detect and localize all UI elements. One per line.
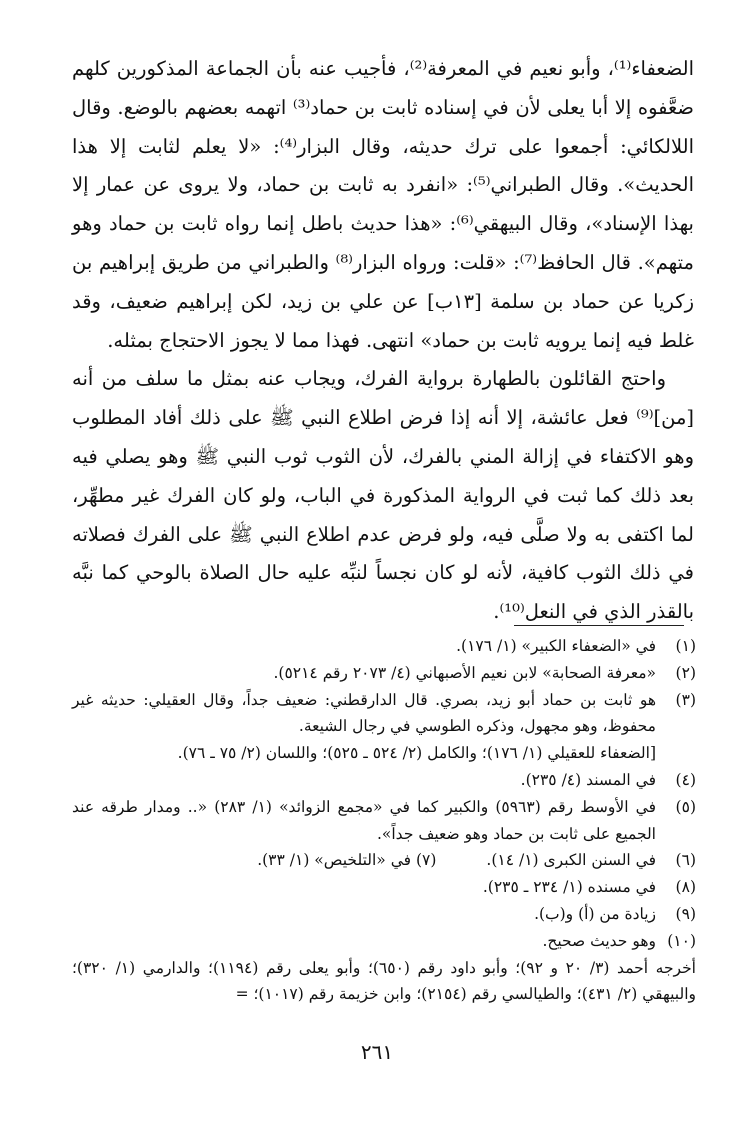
- footnote-text: هو ثابت بن حماد أبو زيد، بصري. قال الدارقطني: ضعيف جداً، وقال العقيلي: حديثه غير محفوظ، وهو مجهول، وذكره الطوسي في رجال الشيعة.: [72, 690, 656, 736]
- footnote-number: (١): [675, 637, 696, 655]
- footnote-number: (٦): [675, 851, 696, 870]
- footnote-9: [72, 901, 696, 928]
- footnote-4: [72, 767, 696, 794]
- footnote-number: (٨): [675, 878, 696, 897]
- footnotes: [72, 633, 696, 1008]
- footnote-number: (١٠): [667, 931, 696, 950]
- footnote-7-number: (٧): [415, 851, 437, 870]
- paragraph-1: الضعفاء⁽¹⁾، وأبو نعيم في المعرفة⁽²⁾، فأجيب عنه بأن الجماعة المذكورين كلهم ضعَّفوه إلا أبا يعلى لأن في إسناده ثابت بن حماد⁽³⁾ اتهمه بعضهم بالوضع. وقال اللالكائي: أجمعوا على ترك حديثه، وقال البزار⁽⁴⁾: «لا يعلم لثابت إلا هذا الحديث». وقال الطبراني⁽⁵⁾: «انفرد به ثابت بن حماد، ولا يروى عن عمار إلا بهذا الإسناد»، وقال البيهقي⁽⁶⁾: «هذا حديث باطل إنما رواه ثابت بن حماد وهو متهم». قال الحافظ⁽⁷⁾: «قلت: ورواه البزار⁽⁸⁾ والطبراني من طريق إبراهيم بن زكريا عن حماد بن سلمة [١٣ب] عن علي بن زيد، لكن إبراهيم ضعيف، وقد غلط فيه إنما يرويه ثابت بن حماد» انتهى. فهذا مما لا يجوز الاحتجاج بمثله.: [72, 57, 695, 352]
- footnote-10: [72, 928, 696, 955]
- footnote-number: (٩): [675, 904, 696, 923]
- footnote-number: (٣): [675, 690, 696, 709]
- footnote-text: في مسنده (١/ ٢٣٤ ـ ٢٣٥).: [482, 878, 656, 897]
- main-text: [72, 50, 694, 632]
- footnote-6-text: في السنن الكبرى (١/ ١٤).: [486, 851, 656, 870]
- footnote-text: زيادة من (أ) و(ب).: [534, 904, 656, 923]
- footnote-text: في المسند (٤/ ٢٣٥).: [520, 770, 656, 789]
- paragraph-2: واحتج القائلون بالطهارة برواية الفرك، ويجاب عنه بمثل ما سلف من أنه [من]⁽⁹⁾ فعل عائشة، إلا أنه إذا فرض اطلاع النبي ﷺ على ذلك أفاد المطلوب وهو الاكتفاء في إزالة المني بالفرك، لأن الثوب ثوب النبي ﷺ وهو يصلي فيه بعد ذلك كما ثبت في الرواية المذكورة في الباب، ولو كان الفرك غير مطهِّر، لما اكتفى به ولا صلَّى فيه، ولو فرض عدم اطلاع النبي ﷺ على الفرك فصلاته في ذلك الثوب كافية، لأنه لو كان نجساً لنبِّه عليه حال الصلاة بالوحي كما نبَّه بالقذر الذي في النعل⁽¹⁰⁾.: [72, 367, 694, 624]
- footnote-text: «معرفة الصحابة» لابن نعيم الأصبهاني (٤/ ٢٠٧٣ رقم ٥٢١٤).: [273, 663, 656, 682]
- footnote-2: [72, 660, 696, 687]
- footnote-1: [72, 633, 696, 660]
- footnote-3: [72, 687, 696, 741]
- footnote-number: (٤): [675, 770, 696, 789]
- footnote-3-sources: [الضعفاء للعقيلي (١/ ١٧٦)؛ والكامل (٢/ ٥٢٤ ـ ٥٢٥)؛ واللسان (٢/ ٧٥ ـ ٧٦).: [177, 744, 656, 763]
- footnote-7-text: في «التلخيص» (١/ ٣٣).: [257, 851, 412, 870]
- footnote-text: وهو حديث صحيح.: [542, 931, 656, 950]
- footnote-10-sources: أخرجه أحمد (٣/ ٢٠ و ٩٢)؛ وأبو داود رقم (٦٥٠)؛ وأبو يعلى رقم (١١٩٤)؛ والدارمي (١/ ٣٢٠)؛ والبيهقي (٢/ ٤٣١)؛ والطيالسي رقم (٢١٥٤)؛ وابن خزيمة رقم (١٠١٧)؛ =: [72, 958, 696, 1004]
- footnote-8: [72, 874, 696, 901]
- footnote-6-7: [72, 847, 696, 874]
- footnote-text: في «الضعفاء الكبير» (١/ ١٧٦).: [456, 637, 656, 655]
- page-number: ٢٦١: [360, 1040, 394, 1064]
- footnote-number: (٢): [675, 663, 696, 682]
- footnote-text: في الأوسط رقم (٥٩٦٣) والكبير كما في «مجمع الزوائد» (١/ ٢٨٣) «.. ومدار طرقه عند الجميع على ثابت بن حماد وهو ضعيف جداً».: [72, 797, 656, 843]
- footnote-separator: [514, 625, 684, 626]
- footnote-5: [72, 794, 696, 848]
- footnote-number: (٥): [675, 797, 696, 816]
- footnote-text: [72, 847, 656, 874]
